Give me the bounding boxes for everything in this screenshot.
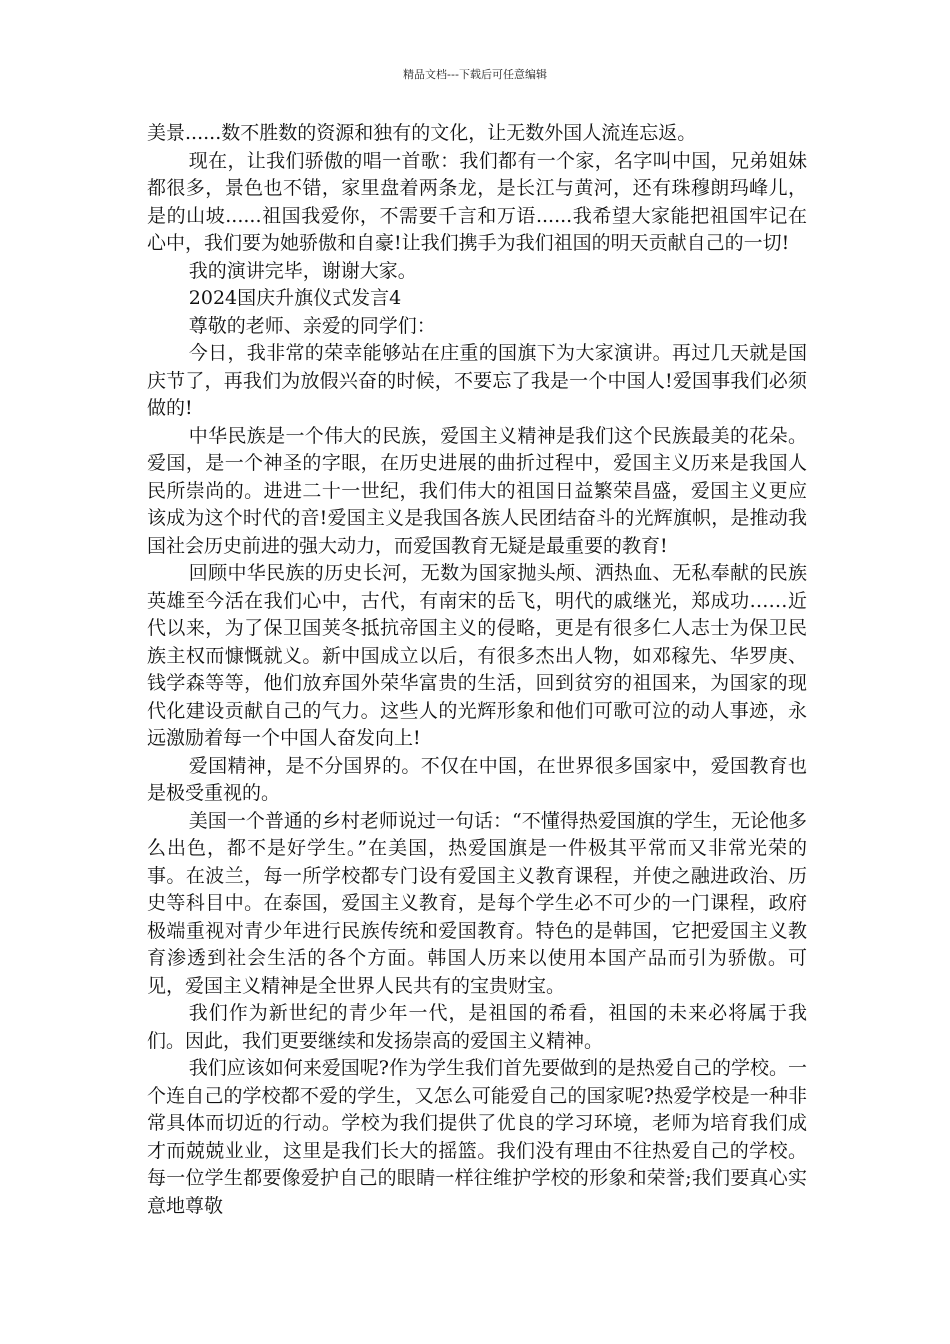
paragraph: 回顾中华民族的历史长河，无数为国家抛头颅、洒热血、无私奉献的民族英雄至今活在我们心中，古代，有南宋的岳飞，明代的戚继光，郑成功……近代以来，为了保卫国荚冬抵抗帝国主义的侵略，更是有很多仁人志士为保卫民族主权而慷慨就义。新中国成立以后，有很多杰出人物，如邓稼先、华罗庚、钱学森等等，他们放弃国外荣华富贵的生活，回到贫穷的祖国来，为国家的现代化建设贡献自己的气力。这些人的光辉形象和他们可歌可泣的动人事迹，永远激励着每一个中国人奋发向上! <box>147 562 807 749</box>
document-body <box>147 120 807 1220</box>
paragraph: 美国一个普通的乡村老师说过一句话：“不懂得热爱国旗的学生，无论他多么出色，都不是好学生。”在美国，热爱国旗是一件极其平常而又非常光荣的事。在波兰，每一所学校都专门设有爱国主义教育课程，并使之融进政治、历史等科目中。在泰国，爱国主义教育，是每个学生必不可少的一门课程，政府极端重视对青少年进行民族传统和爱国教育。特色的是韩国，它把爱国主义教育渗透到社会生活的各个方面。韩国人历来以使用本国产品而引为骄傲。可见，爱国主义精神是全世界人民共有的宝贵财宝。 <box>147 809 807 997</box>
paragraph: 我们作为新世纪的青少年一代，是祖国的希看，祖国的未来必将属于我们。因此，我们更要继续和发扬崇高的爱国主义精神。 <box>147 1002 807 1052</box>
paragraph: 我的演讲完毕，谢谢大家。 <box>188 259 417 282</box>
paragraph: 现在，让我们骄傲的唱一首歌：我们都有一个家，名字叫中国，兄弟姐妹都很多，景色也不错，家里盘着两条龙，是长江与黄河，还有珠穆朗玛峰儿，是的山坡......祖国我爱你，不需要千言和万语......我希望大家能把祖国牢记在心中，我们要为她骄傲和自豪!让我们携手为我们祖国的明天贡献自己的一切! <box>147 149 807 254</box>
paragraph: 我们应该如何来爱国呢?作为学生我们首先要做到的是热爱自己的学校。一个连自己的学校都不爱的学生，又怎么可能爱自己的国家呢?热爱学校是一种非常具体而切近的行动。学校为我们提供了优良的学习环境，老师为培育我们成才而兢兢业业，这里是我们长大的摇篮。我们没有理由不往热爱自己的学校。每一位学生都要像爱护自己的眼睛一样往维护学校的形象和荣誉;我们要真心实意地尊敬 <box>147 1057 807 1217</box>
section-title: 2024国庆升旗仪式发言4 <box>188 287 402 309</box>
paragraph: 爱国精神，是不分国界的。不仅在中国，在世界很多国家中，爱国教育也是极受重视的。 <box>147 754 807 804</box>
paragraph: 中华民族是一个伟大的民族，爱国主义精神是我们这个民族最美的花朵。爱国，是一个神圣的字眼，在历史进展的曲折过程中，爱国主义历来是我国人民所崇尚的。进进二十一世纪，我们伟大的祖国日益繁荣昌盛，爱国主义更应该成为这个时代的音!爱国主义是我国各族人民团结奋斗的光辉旗帜，是推动我国社会历史前进的强大动力，而爱国教育无疑是最重要的教育! <box>147 424 807 557</box>
paragraph: 美景......数不胜数的资源和独有的文化，让无数外国人流连忘返。 <box>147 122 697 144</box>
salutation: 尊敬的老师、亲爱的同学们： <box>188 314 436 337</box>
paragraph: 今日，我非常的荣幸能够站在庄重的国旗下为大家演讲。再过几天就是国庆节了，再我们为放假兴奋的时候，不要忘了我是一个中国人!爱国事我们必须做的! <box>147 342 807 419</box>
page-header: 精品文档---下载后可任意编辑 <box>403 68 547 81</box>
